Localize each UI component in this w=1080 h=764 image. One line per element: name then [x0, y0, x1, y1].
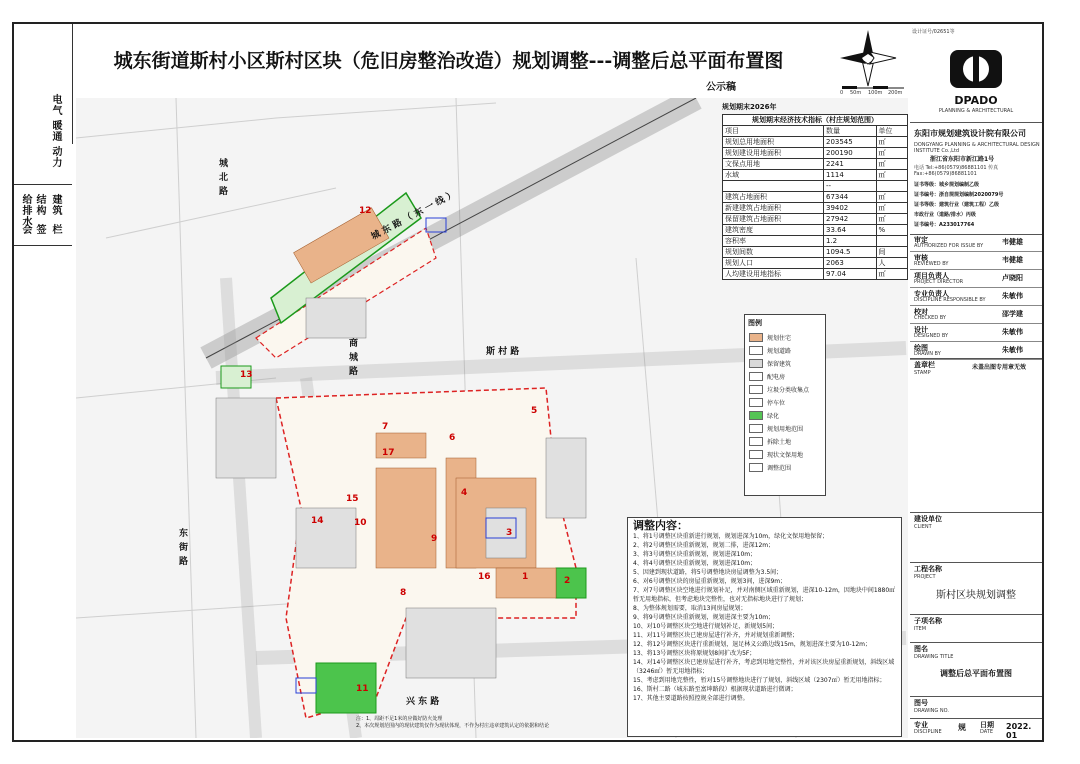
stats-row [723, 247, 908, 258]
certificate-line: 证书编号：A233017764 [914, 222, 975, 228]
stats-cell-item [723, 181, 824, 192]
role-signer: 卢晓阳 [1002, 274, 1023, 282]
company-phone: 电话 Tel:+86(0579)86881101 传真 Fax:+86(0579)86881101 [914, 165, 999, 177]
zone-17: 17 [382, 448, 395, 458]
note-item: 7、对7号调整区块空地进行规划补足，并对南侧区域重新规划，进深10-12m，因地块中间1880㎡暂无用地指标，但考虑地块完整性，也对无指标地块进行了规划； [633, 587, 896, 603]
signoff-label-1: 会 [20, 224, 31, 235]
drawing-title-label: 图名 [914, 645, 928, 653]
role-title-en: DESIGNED BY [914, 333, 949, 339]
certificate-line: 证书等级：建筑行业（建筑工程）乙级 [914, 202, 1000, 208]
company-logo-icon [946, 48, 1006, 90]
role-title-en: DISCIPLINE RESPONSIBLE BY [914, 297, 986, 303]
note-item: 4、将4号调整区块重新规划，规划进深10m； [633, 560, 757, 567]
stats-cell-item: 水域 [723, 170, 824, 181]
stats-cell-unit: % [876, 225, 907, 236]
scale-100: 100m [868, 90, 883, 96]
stats-row [723, 214, 908, 225]
stats-cell-item: 容积率 [723, 236, 824, 247]
signoff-roles [910, 234, 1042, 360]
north-arrow-block [828, 26, 908, 96]
date-label-en: DATE [980, 729, 994, 735]
map-legend [744, 314, 826, 496]
certificate-line: 证书等级：城乡规划编制乙级 [914, 182, 980, 188]
stats-cell-unit: ㎡ [876, 269, 907, 280]
legend-item [745, 396, 825, 409]
note-item: 10、对10号调整区块空地进行规划补足，新规划5间； [633, 623, 779, 630]
stats-row [723, 159, 908, 170]
adjustment-notes [627, 517, 902, 737]
legend-swatch [749, 463, 763, 472]
stats-row [723, 225, 908, 236]
company-address: 浙江省东阳市新江路1号 [930, 156, 995, 163]
role-signer: 朱敏伟 [1002, 292, 1023, 300]
logo-text: DPADO [954, 94, 998, 107]
road-label-east: 东 街 路 [177, 528, 187, 567]
signoff-role-row [910, 252, 1042, 270]
stats-cell-unit: ㎡ [876, 192, 907, 203]
role-signer: 朱敏伟 [1002, 328, 1023, 336]
stats-cell-item: 规划总用地面积 [723, 137, 824, 148]
stats-caption: 规划期末经济技术指标（村庄规划范围） [723, 115, 908, 126]
stats-cell-item: 建筑占地面积 [723, 192, 824, 203]
signoff-role-row [910, 234, 1042, 252]
stats-cell-qty: 2241 [823, 159, 876, 170]
stats-row [723, 170, 908, 181]
legend-swatch [749, 411, 763, 420]
certificate-line: 市政行业（道路/排水）丙级 [914, 212, 976, 218]
signoff-role-row [910, 270, 1042, 288]
remark-1: 注：1、周距不足1米的应做好防火处理 [356, 716, 443, 722]
legend-label: 停车位 [767, 400, 786, 407]
stats-cell-item: 人均建设用地指标 [723, 269, 824, 280]
stats-header-unit: 单位 [876, 126, 907, 137]
note-item: 13、将13号调整区块将原规划8间扩改为5F； [633, 650, 756, 657]
stats-cell-qty: 39402 [823, 203, 876, 214]
zone-9: 9 [431, 534, 438, 544]
legend-swatch [749, 372, 763, 381]
client-label: 建设单位 [914, 515, 942, 523]
signoff-label-3: 栏 [50, 224, 61, 235]
zone-12: 12 [359, 206, 372, 216]
stats-cell-unit [876, 181, 907, 192]
zone-11: 11 [356, 684, 369, 694]
stats-row [723, 258, 908, 269]
stats-cell-item: 规划人口 [723, 258, 824, 269]
signoff-plumbing: 给排水 [20, 194, 31, 227]
zone-4: 4 [461, 488, 468, 498]
stats-cell-qty: 67344 [823, 192, 876, 203]
drawing-title-label-en: DRAWING TITLE [914, 654, 954, 660]
legend-label: 垃圾分类收集点 [767, 387, 810, 394]
stats-row [723, 137, 908, 148]
legend-label: 规划住宅 [767, 335, 792, 342]
stats-cell-unit: ㎡ [876, 159, 907, 170]
stats-header-qty: 数量 [823, 126, 876, 137]
stats-cell-qty: 2063 [823, 258, 876, 269]
client-label-en: CLIENT [914, 524, 932, 530]
stats-table-body [723, 137, 908, 280]
logo-sub: PLANNING & ARCHITECTURAL [938, 108, 1014, 114]
legend-item [745, 344, 825, 357]
draft-label: 公示稿 [706, 82, 736, 93]
role-signer: 邵学建 [1002, 310, 1023, 318]
stats-row [723, 181, 908, 192]
role-title-en: AUTHORIZED FOR ISSUE BY [914, 243, 984, 249]
stats-cell-unit: ㎡ [876, 170, 907, 181]
road-label-village: 斯 村 路 [486, 347, 520, 357]
stats-cell-unit [876, 236, 907, 247]
stats-cell-unit: ㎡ [876, 214, 907, 225]
scale-0: 0 [840, 90, 844, 96]
drawing-title-value: 调整后总平面布置图 [940, 669, 1012, 678]
legend-swatch [749, 359, 763, 368]
stats-cell-qty: 1094.5 [823, 247, 876, 258]
legend-item [745, 370, 825, 383]
signoff-power: 动力 [50, 146, 61, 168]
drawing-title-block [76, 26, 821, 96]
road-label-xingdong: 兴 东 路 [406, 697, 440, 707]
zone-10: 10 [354, 518, 367, 528]
stats-cell-item: 保留建筑占地面积 [723, 214, 824, 225]
legend-item [745, 409, 825, 422]
stats-cell-qty: 1.2 [823, 236, 876, 247]
legend-item [745, 435, 825, 448]
note-item: 14、对14号调整区块已建房屋进行补齐，考虑到用地完整性，并对该区块房屋重新规划，斜线区域（3246㎡）暂无用地指标； [633, 659, 895, 675]
legend-label: 配电房 [767, 374, 786, 381]
legend-label: 拆除土地 [767, 439, 792, 446]
zone-6: 6 [449, 433, 456, 443]
legend-label: 规划道路 [767, 348, 792, 355]
stats-cell-qty: 27942 [823, 214, 876, 225]
zone-3: 3 [506, 528, 513, 538]
legend-list [745, 331, 825, 474]
role-signer: 韦健雄 [1002, 256, 1023, 264]
discipline-label-en: DISCIPLINE [914, 729, 942, 735]
stats-cell-item: 新建建筑占地面积 [723, 203, 824, 214]
legend-swatch [749, 437, 763, 446]
stats-cell-item: 规划建设用地面积 [723, 148, 824, 159]
stats-cell-qty: 203545 [823, 137, 876, 148]
signoff-role-row [910, 324, 1042, 342]
zone-14: 14 [311, 516, 324, 526]
role-title: 校对 [914, 308, 928, 316]
stats-row [723, 203, 908, 214]
company-logo [946, 48, 1006, 90]
legend-item [745, 383, 825, 396]
certificate-lines [914, 180, 1003, 230]
note-item: 8、为整体规划需要，取消13间房屋规划； [633, 605, 747, 612]
project-label: 工程名称 [914, 565, 942, 573]
notes-list [633, 532, 896, 703]
stats-cell-unit: 人 [876, 258, 907, 269]
road-label-west: 城 北 路 [217, 158, 227, 197]
note-item: 12、将12号调整区块进行重新规划，退足林义公路边线15m，规划进深主要为10-12m； [633, 641, 872, 648]
scale-50: 50m [850, 90, 862, 96]
role-title: 审定 [914, 236, 928, 244]
drawing-title: 城东街道斯村小区斯村区块（危旧房整治改造）规划调整---调整后总平面布置图 [113, 50, 784, 72]
stats-cell-qty: 200190 [823, 148, 876, 159]
zone-7: 7 [382, 422, 389, 432]
note-item: 17、其他主要道路按照控规全部进行调整。 [633, 695, 749, 702]
role-signer: 韦健雄 [1002, 238, 1023, 246]
stats-cell-qty: 33.64 [823, 225, 876, 236]
project-label-en: PROJECT [914, 574, 936, 580]
stats-cell-unit: ㎡ [876, 148, 907, 159]
date-value: 2022. 01 [1006, 722, 1032, 740]
stats-row [723, 236, 908, 247]
drawing-no-label-en: DRAWING NO. [914, 708, 949, 714]
stats-cell-qty: 1114 [823, 170, 876, 181]
stats-row [723, 269, 908, 280]
role-title: 绘图 [914, 344, 928, 352]
stats-cell-item: 文保点用地 [723, 159, 824, 170]
zone-1: 1 [522, 572, 529, 582]
signoff-structure: 结构 [34, 194, 45, 216]
discipline-label: 专业 [914, 721, 928, 729]
legend-item [745, 331, 825, 344]
legend-swatch [749, 450, 763, 459]
legend-item [745, 357, 825, 370]
stats-row [723, 148, 908, 159]
legend-label: 现状文保用地 [767, 452, 804, 459]
item-label: 子项名称 [914, 617, 942, 625]
road-label-north: 城 东 路 （ 东 一 线 ） [369, 189, 458, 243]
stamp-label: 盖章栏 [914, 361, 935, 369]
zone-15: 15 [346, 494, 359, 504]
stats-panel [722, 102, 908, 280]
zone-16: 16 [478, 572, 491, 582]
zone-13: 13 [240, 370, 253, 380]
zone-5: 5 [531, 406, 538, 416]
legend-label: 调整范围 [767, 465, 792, 472]
role-signer: 朱敏伟 [1002, 346, 1023, 354]
title-block [910, 24, 1042, 740]
stats-cell-unit: ㎡ [876, 203, 907, 214]
note-item: 9、将9号调整区块重新规划，规划进深主要为10m； [633, 614, 775, 621]
role-title: 项目负责人 [914, 272, 949, 280]
legend-title: 图例 [748, 319, 762, 327]
legend-item [745, 422, 825, 435]
role-title: 设计 [914, 326, 928, 334]
legend-label: 规划用地范围 [767, 426, 804, 433]
company-name: 东阳市规划建筑设计院有限公司 [914, 129, 1026, 138]
stats-cell-item: 规划间数 [723, 247, 824, 258]
role-title-en: PROJECT DIRECTOR [914, 279, 964, 285]
cert-top: 设计证号/02651等 [912, 29, 955, 35]
note-item: 16、斯村二路（城东路至富坤路段）根据现状道路进行微调； [633, 686, 797, 693]
item-label-en: ITEM [914, 626, 927, 632]
note-item: 6、对6号调整区块的房屋重新规划，规划3间，进深9m； [633, 578, 787, 585]
note-item: 1、将1号调整区块重新进行规划，规划进深为10m，绿化文保用地保留； [633, 533, 829, 540]
role-title-en: DRAWN BY [914, 351, 941, 357]
stamp-label-en: STAMP [914, 370, 931, 376]
certificate-line: 证书编号：浙自规规划编制2020079号 [914, 192, 1004, 198]
legend-swatch [749, 385, 763, 394]
road-label-mid: 商 城 路 [347, 338, 357, 377]
legend-swatch [749, 346, 763, 355]
stamp-note: 未盖出图专用章无效 [972, 364, 1027, 371]
role-title-en: CHECKED BY [914, 315, 946, 321]
zone-2: 2 [564, 576, 571, 586]
role-title: 专业负责人 [914, 290, 949, 298]
note-item: 11、对11号调整区块已建房屋进行补齐，并对规划重新调整； [633, 632, 799, 639]
stats-header-item: 项目 [723, 126, 824, 137]
stats-cell-unit: 间 [876, 247, 907, 258]
zone-8: 8 [400, 588, 407, 598]
company-name-en: DONGYANG PLANNING & ARCHITECTURAL DESIGN INSTITUTE Co.,Ltd [914, 142, 1040, 154]
stats-cell-item: 建筑密度 [723, 225, 824, 236]
remark-2: 2、本次规划范围内的现状建筑仅作为现状体现，不作为村庄违章建筑认定的依据和结论 [356, 723, 550, 729]
stats-cell-unit: ㎡ [876, 137, 907, 148]
note-item: 3、将3号调整区块重新规划，规划进深10m； [633, 551, 757, 558]
signoff-architecture: 建筑 [50, 194, 61, 216]
legend-swatch [749, 333, 763, 342]
role-title-en: REVIEWED BY [914, 261, 949, 267]
signoff-label-2: 签 [34, 224, 45, 235]
signoff-electrical: 电气 [50, 94, 61, 116]
signoff-column [14, 24, 74, 740]
north-arrow-icon [828, 26, 908, 96]
stats-row [723, 192, 908, 203]
project-name: 斯村区块规划调整 [936, 590, 1016, 601]
legend-swatch [749, 424, 763, 433]
planning-year: 规划期末2026年 [722, 103, 777, 111]
signoff-hvac: 暖通 [50, 120, 61, 142]
legend-label: 保留建筑 [767, 361, 792, 368]
stats-cell-qty: 97.04 [823, 269, 876, 280]
legend-item [745, 461, 825, 474]
signoff-role-row [910, 306, 1042, 324]
date-label: 日期 [980, 721, 994, 729]
legend-label: 绿化 [767, 413, 780, 420]
note-item: 5、因建到现状道路，将5号调整地块房屋调整为3.5间； [633, 569, 783, 576]
legend-item [745, 448, 825, 461]
discipline-value: 规 [958, 723, 966, 732]
notes-heading: 调整内容： [633, 519, 688, 532]
scale-200: 200m [888, 90, 903, 96]
drawing-no-label: 图号 [914, 699, 928, 707]
stats-cell-qty: -- [823, 181, 876, 192]
note-item: 2、将2号调整区块重新规划，规划二排，进深12m； [633, 542, 775, 549]
role-title: 审核 [914, 254, 928, 262]
signoff-role-row [910, 288, 1042, 306]
note-item: 15、考虑到用地完整性，暂对15号调整地块进行了规划，斜线区域（2307㎡）暂无用地指标； [633, 677, 886, 684]
legend-swatch [749, 398, 763, 407]
bottom-remarks [356, 716, 616, 730]
stats-table [722, 114, 908, 280]
